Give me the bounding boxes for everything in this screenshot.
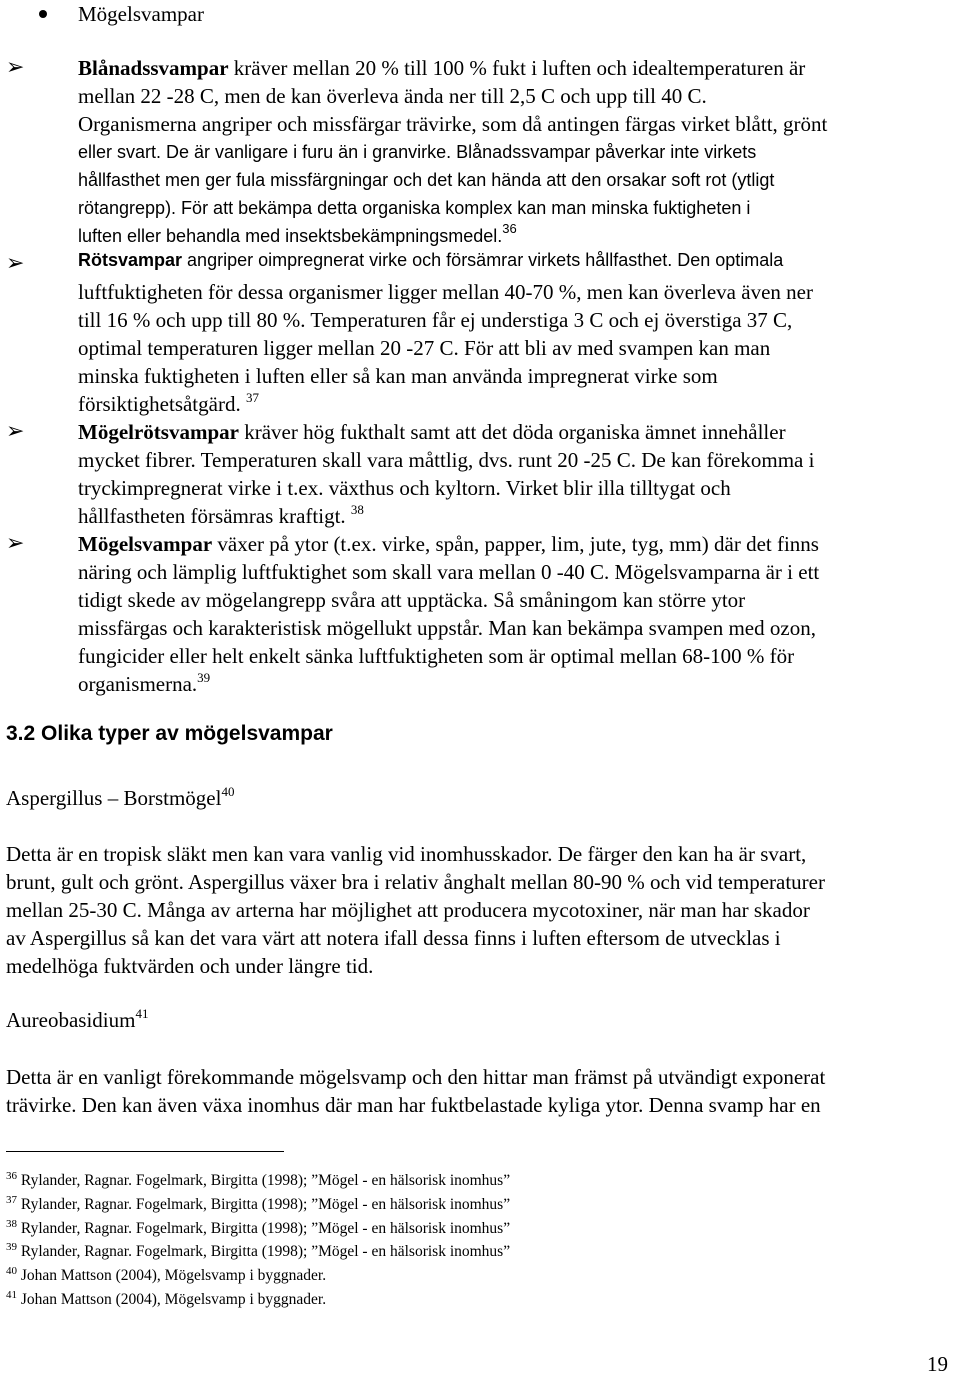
item-term: Mögelsvampar (78, 532, 213, 556)
subheading-aspergillus: Aspergillus – Borstmögel$^{40}$ (6, 784, 235, 810)
item-text: Blånadssvampar kräver mellan 20 % till 100 % fukt i luften och idealtemperaturen är mellan 22 -28 C, men de kan överleva ända ner till 2,5 C och upp till 40 C. Organismerna angriper och missfärgar trävirke, som då antingen färgas virket blått, grönt eller svart. De är vanligare i furu än i granvirke. Blånadssvampar påverkar inte virkets hållfasthet men ger fula missfärgningar och det kan hända att den orsakar soft rot (ytligt rötangrepp). För att bekämpa detta organiska komplex kan man minska fuktigheten i luften eller behandla med insektsbekämpningsmedel.$^{36}$ (78, 56, 828, 246)
footnote-40: $^{40}$ Johan Mattson (2004), Mögelsvamp i byggnader. (6, 1265, 327, 1284)
footnote-ref: 38 (350, 502, 364, 517)
arrow-bullet-icon: ➢ (6, 251, 25, 276)
paragraph-aureobasidium: Detta är en vanligt förekommande mögelsvamp och den hittar man främst på utvändigt exponerat trävirke. Den kan även växa inomhus där man har fuktbelastade kyliga ytor. Denna svamp har en (6, 1065, 826, 1117)
item-term: Blånadssvampar (78, 56, 229, 80)
item-text: Mögelrötsvampar kräver hög fukthalt samt att det döda organiska ämnet innehåller mycket fibrer. Temperaturen skall vara måttlig, dvs. runt 20 -25 C. De kan förekomma i tryckimpregnerat virke i t.ex. växthus och kyltorn. Virket blir illa tilltygat och hållfastheten försämras kraftigt. $^{38}$ (78, 420, 815, 528)
item-term: Mögelrötsvampar (78, 420, 239, 444)
footnote-37: $^{37}$ Rylander, Ragnar. Fogelmark, Birgitta (1998); ”Mögel - en hälsorisk inomhus” (6, 1194, 511, 1213)
footnote-ref: 36 (502, 221, 517, 236)
bullet-dot-icon (39, 10, 47, 18)
arrow-bullet-icon: ➢ (6, 55, 25, 80)
paragraph-aspergillus: Detta är en tropisk släkt men kan vara vanlig vid inomhusskador. De färger den kan ha är svart, brunt, gult och grönt. Aspergillus växer bra i relativ ånghalt mellan 80-90 % och vid temperaturer mellan 25-30 C. Många av arterna har möjlighet att producera mycotoxiner, när man har skador av Aspergillus så kan det vara värt att notera ifall dessa finns i luften eftersom de utvecklas i medelhöga fuktvärden och under längre tid. (6, 842, 825, 978)
footnote-39: $^{39}$ Rylander, Ragnar. Fogelmark, Birgitta (1998); ”Mögel - en hälsorisk inomhus” (6, 1241, 511, 1260)
page-number: 19 (927, 1352, 948, 1376)
arrow-bullet-icon: ➢ (6, 419, 25, 444)
footnote-ref: 37 (245, 390, 259, 405)
footnote-41: $^{41}$ Johan Mattson (2004), Mögelsvamp i byggnader. (6, 1289, 327, 1308)
footnote-ref: 40 (221, 784, 235, 799)
footnote-38: $^{38}$ Rylander, Ragnar. Fogelmark, Birgitta (1998); ”Mögel - en hälsorisk inomhus” (6, 1218, 511, 1237)
footnote-ref: 39 (197, 670, 211, 685)
item-term: Rötsvampar (78, 250, 183, 270)
section-heading: 3.2 Olika typer av mögelsvampar (6, 722, 333, 745)
top-bullet-text: Mögelsvampar (78, 2, 204, 26)
footnote-36: $^{36}$ Rylander, Ragnar. Fogelmark, Birgitta (1998); ”Mögel - en hälsorisk inomhus” (6, 1170, 511, 1189)
subheading-aureobasidium: Aureobasidium$^{41}$ (6, 1006, 149, 1032)
footnote-divider (6, 1151, 284, 1152)
arrow-bullet-icon: ➢ (6, 531, 25, 556)
item-text: Mögelsvampar växer på ytor (t.ex. virke, spån, papper, lim, jute, tyg, mm) där det finns näring och lämplig luftfuktighet som skall vara mellan 0 -40 C. Mögelsvamparna är i ett tidigt skede av mögelangrepp svåra att upptäcka. Så småningom kan större ytor missfärgas och karakteristisk mögellukt uppstår. Man kan bekämpa svampen med ozon, fungicider eller helt enkelt sänka luftfuktigheten som är optimal mellan 68-100 % för organismerna.$^{39}$ (78, 532, 820, 696)
item-text: Rötsvampar angriper oimpregnerat virke och försämrar virkets hållfasthet. Den optimala luftfuktigheten för dessa organismer ligger mellan 40-70 %, men kan överleva även ner till 16 % och upp till 80 %. Temperaturen får ej understiga 3 C och ej överstiga 37 C, optimal temperaturen ligger mellan 20 -27 C. För att bli av med svampen kan man minska fuktigheten i luften eller så kan man använda impregnerat virke som försiktighetsåtgärd. $^{37}$ (78, 250, 813, 416)
footnote-ref: 41 (135, 1006, 149, 1021)
